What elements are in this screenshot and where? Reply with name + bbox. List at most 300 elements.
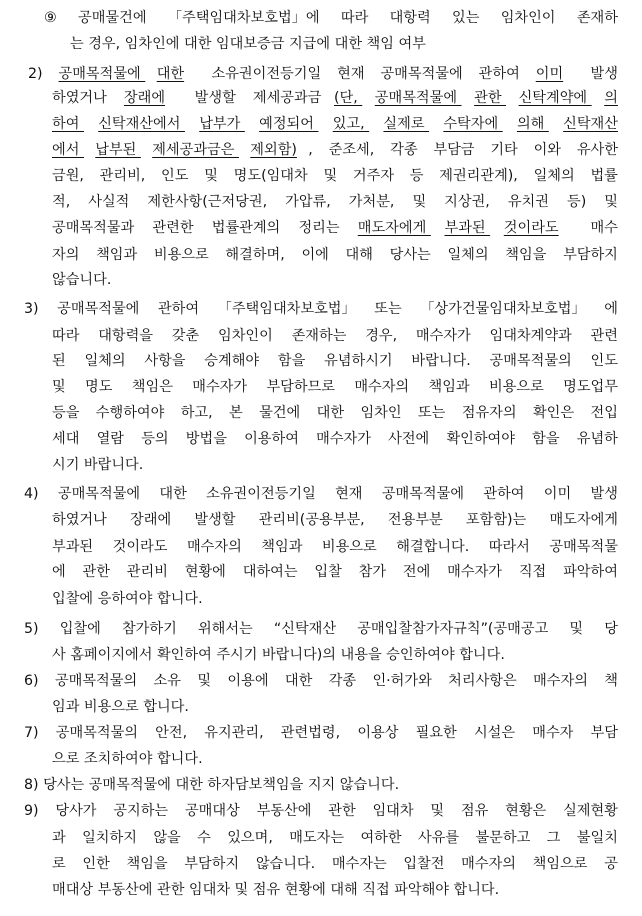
body-text: 인한 — [82, 856, 115, 872]
body-text: ⑨ — [44, 10, 62, 26]
body-text: 공매목적물에 — [380, 66, 468, 82]
text-line — [52, 535, 618, 559]
body-text: 임대차 — [188, 882, 235, 898]
body-text: 법률관계의 — [211, 220, 285, 236]
body-text: 관하여 — [483, 486, 529, 502]
body-text: 인도 — [161, 168, 193, 184]
body-text: 확인하여 — [156, 647, 217, 663]
body-text: 것이라도 — [112, 539, 172, 555]
body-text: 대한 — [316, 405, 349, 421]
body-text: 각종 — [390, 142, 423, 158]
text-line — [52, 427, 618, 451]
body-text: 및 — [234, 882, 253, 898]
text-line — [52, 453, 143, 477]
item3-line — [0, 349, 642, 373]
body-text: 대해 — [330, 882, 363, 898]
body-text: 불문하고 — [475, 830, 535, 846]
body-text: 부담하지 — [563, 247, 618, 263]
body-text: 공매목적물에 — [381, 486, 469, 502]
body-text: 비용으로 — [488, 379, 549, 395]
item2-line — [0, 86, 642, 110]
body-text: 「주택임대차보호법」 — [217, 301, 361, 317]
body-text: 함을 — [277, 353, 310, 369]
body-text: 각종 — [328, 673, 361, 689]
body-text: 세대 — [52, 431, 84, 447]
body-text: 5) — [24, 621, 44, 637]
body-text: 실제현황 — [563, 803, 618, 819]
body-text: 관리비(공용부분, — [258, 512, 370, 528]
body-text: 지지 — [307, 777, 340, 793]
body-text: 으로 — [52, 751, 84, 767]
text-line — [52, 375, 618, 399]
body-text: 해결합니다. — [396, 539, 474, 555]
body-text: 합니다. — [156, 751, 203, 767]
body-text: 명도(임대차 — [233, 168, 313, 184]
body-text: 참가하기 — [121, 621, 182, 637]
body-text: 매수자의 — [461, 856, 521, 872]
body-text: 있는 — [451, 10, 484, 26]
item7-line — [0, 721, 642, 745]
body-text: 또는 — [417, 405, 450, 421]
body-text: 하였거나 — [52, 512, 112, 528]
sub9-line — [0, 32, 642, 56]
underlined-text: 신탁재산에서 — [98, 116, 185, 132]
text-line — [52, 86, 618, 110]
body-text: 부동산에 — [256, 803, 316, 819]
body-text: 소유권이전등기일 — [211, 66, 326, 82]
text-line — [52, 324, 618, 348]
body-text: 점유자의 — [461, 405, 522, 421]
body-text: 공매목적물의 — [54, 673, 142, 689]
body-text: 비용으로 — [321, 539, 382, 555]
body-text: 유치권 — [507, 194, 554, 210]
body-text: 공 — [604, 856, 618, 872]
body-text: 않을 — [153, 830, 186, 846]
body-text: 바랍니다. — [411, 353, 476, 369]
body-text: 대한 — [159, 486, 192, 502]
body-text: 소유권이전등기일 — [206, 486, 321, 502]
body-text: 제권리관계), — [439, 168, 523, 184]
underlined-text: 것이라도 — [503, 220, 559, 236]
body-text: 비용으로 — [83, 699, 144, 715]
body-text: 매수자의 — [354, 379, 414, 395]
body-text: 매수자가 — [192, 379, 252, 395]
body-text: 대하여는 — [242, 564, 303, 580]
body-text: 따라 — [340, 10, 373, 26]
body-text: 대한 — [334, 36, 367, 52]
body-text: 유사한 — [576, 142, 618, 158]
body-text: 책 — [604, 673, 618, 689]
item2-line — [0, 216, 642, 240]
body-text: 책임을 — [126, 856, 173, 872]
underlined-text: 신탁계약에 — [518, 90, 592, 106]
item3-line — [0, 453, 642, 477]
body-text: 대한 — [284, 673, 317, 689]
body-text: 갖춘 — [171, 328, 204, 344]
underlined-text: 예정되어 — [259, 116, 319, 132]
body-text: 파악해야 — [394, 882, 454, 898]
body-text: 또는 — [374, 301, 407, 317]
body-text: 공매목적물과 — [52, 220, 139, 236]
body-text: 9) — [24, 803, 44, 819]
body-text: 하자담보책임을 — [207, 777, 308, 793]
item2-line — [0, 62, 642, 86]
item3-line — [0, 297, 642, 321]
underlined-text: 부과된 — [444, 220, 491, 236]
body-text: “신탁재산 — [273, 621, 341, 637]
item5-line — [0, 617, 642, 641]
text-line — [52, 268, 111, 292]
body-text: 직접 — [518, 564, 551, 580]
body-text: 로 — [52, 856, 71, 872]
underlined-text: 실제로 — [383, 116, 430, 132]
body-text: 하였거나 — [52, 90, 112, 106]
body-text: 점유 — [460, 803, 493, 819]
body-text: 인·허가와 — [372, 673, 437, 689]
body-text: 관리비, — [99, 168, 150, 184]
body-text: 등) — [566, 194, 591, 210]
body-text: 일체의 — [447, 247, 494, 263]
text-line — [28, 62, 618, 86]
body-text: 이와 — [533, 142, 566, 158]
body-text: 방법을 — [185, 431, 232, 447]
body-text: 공매목적물에 — [57, 486, 145, 502]
body-text: 자의 — [52, 247, 84, 263]
body-text: 합니다. — [453, 882, 500, 898]
body-text: 에 — [52, 564, 71, 580]
body-text: 소유 — [153, 673, 186, 689]
body-text: 매수자가 — [415, 328, 476, 344]
body-text: 임과 — [52, 699, 84, 715]
body-text: 매수자의 — [186, 539, 247, 555]
body-text: 필요한 — [415, 725, 462, 741]
body-text — [178, 86, 183, 110]
body-text: 사유를 — [417, 830, 464, 846]
item4-line — [0, 560, 642, 584]
text-line — [24, 297, 618, 321]
body-text: 8) — [24, 777, 44, 793]
body-text: 현재 — [335, 486, 368, 502]
underlined-text: 공매목적물에 — [58, 66, 146, 82]
body-text: 입찰에 — [59, 621, 106, 637]
body-text: 않습니다. — [52, 272, 112, 288]
body-text: 매수 — [590, 220, 618, 236]
body-text: 적, — [52, 194, 75, 210]
item4-line — [0, 508, 642, 532]
body-text: 및 — [430, 803, 449, 819]
body-text: 매수자가 — [316, 431, 376, 447]
underlined-text: 에서 — [52, 142, 84, 158]
body-text: 합니다. — [156, 591, 203, 607]
body-text: 시설은 — [473, 725, 520, 741]
item6-line — [0, 669, 642, 693]
item2-line — [0, 138, 642, 162]
body-text: 현황에 — [184, 564, 231, 580]
text-line — [24, 799, 618, 823]
text-line — [52, 695, 189, 719]
item2-line — [0, 268, 642, 292]
body-text: , — [308, 142, 318, 158]
item9-line — [0, 852, 642, 876]
body-text: 공매대상 — [184, 803, 245, 819]
body-text: 유지관리, — [204, 725, 269, 741]
item4-line — [0, 587, 642, 611]
body-text: 않습니다. — [255, 856, 320, 872]
body-text: 직접 — [362, 882, 395, 898]
body-text: 있으며, — [227, 830, 278, 846]
underlined-text: 매도자에게 — [357, 220, 431, 236]
body-text: 부과된 — [52, 539, 98, 555]
underlined-text: 하여 — [52, 116, 84, 132]
body-text: 및 — [197, 673, 216, 689]
underlined-text: 수탁자에 — [443, 116, 503, 132]
body-text: 6) — [24, 673, 44, 689]
body-text: 본 — [229, 405, 248, 421]
body-text: 등 — [409, 168, 429, 184]
body-text: 임차인이 — [217, 328, 278, 344]
body-text: 3) — [24, 301, 44, 317]
text-line — [24, 669, 618, 693]
body-text: 이용에 — [227, 673, 274, 689]
body-text: 매수자가 — [447, 564, 507, 580]
body-text: 및 — [204, 168, 223, 184]
body-text: 매대상 — [52, 882, 98, 898]
body-text: 매수자는 — [331, 856, 392, 872]
body-text: 이용상 — [357, 725, 403, 741]
text-line — [52, 190, 618, 214]
item3-line — [0, 375, 642, 399]
body-text: 발생할 — [194, 512, 240, 528]
body-text: 매수자의 — [533, 673, 593, 689]
body-text: 책임으로 — [532, 856, 593, 872]
body-text: 따라 — [52, 328, 84, 344]
text-line — [24, 773, 399, 797]
body-text: 비용으로 — [153, 247, 214, 263]
body-text: 이용하여 — [244, 431, 304, 447]
body-text: 시기 — [52, 457, 84, 473]
body-text — [572, 216, 577, 240]
body-text: 유념하 — [576, 431, 618, 447]
item2-line — [0, 243, 642, 267]
body-text: 응하여야 — [97, 591, 157, 607]
body-text: 임대차 — [372, 803, 419, 819]
body-text: 수행하여야 — [95, 405, 169, 421]
body-text: 하고, — [180, 405, 218, 421]
body-text: 및 — [604, 194, 618, 210]
body-text: 내용을 — [340, 647, 387, 663]
body-text: 지급에 — [288, 36, 335, 52]
body-text: 사 — [52, 647, 71, 663]
body-text: 현재 — [337, 66, 370, 82]
body-text: 매수자 — [532, 725, 578, 741]
text-line — [52, 243, 618, 267]
body-text: 부담금 — [433, 142, 479, 158]
body-text: 준조세, — [328, 142, 379, 158]
text-line — [70, 32, 426, 56]
body-text: 않습니다. — [339, 777, 400, 793]
body-text: 확인은 — [532, 405, 579, 421]
body-text: 인도 — [590, 353, 618, 369]
item3-line — [0, 324, 642, 348]
body-text: 사전에 — [388, 431, 434, 447]
body-text: 정리는 — [298, 220, 345, 236]
text-line — [52, 826, 618, 850]
body-text: 기타 — [490, 142, 523, 158]
body-text: 공매목적물에 — [88, 777, 176, 793]
body-text: 매도자에게 — [549, 512, 618, 528]
item6-line — [0, 695, 642, 719]
text-line — [52, 878, 499, 902]
body-text: 열람 — [96, 431, 129, 447]
body-text: 관한 — [328, 803, 361, 819]
body-text: 물건에 — [259, 405, 305, 421]
body-text: 및 — [52, 379, 71, 395]
text-line — [52, 349, 618, 373]
underlined-text: (단, — [333, 90, 363, 106]
body-text — [575, 62, 580, 86]
body-text: 대해 — [345, 247, 378, 263]
text-line — [52, 401, 618, 425]
body-text: 제한사항(근저당권, — [147, 194, 272, 210]
text-line — [24, 617, 618, 641]
body-text: 책임은 — [131, 379, 178, 395]
body-text: 장래에 — [130, 512, 176, 528]
body-text: 점유 — [252, 882, 285, 898]
text-line — [44, 6, 618, 30]
body-text: 가처분, — [348, 194, 399, 210]
body-text: 전에 — [402, 564, 435, 580]
body-text: 입찰전 — [403, 856, 449, 872]
body-text: 이에 — [301, 247, 334, 263]
body-text: 매도자는 — [289, 830, 349, 846]
text-line — [52, 587, 203, 611]
body-text — [196, 62, 201, 86]
text-line — [52, 747, 203, 771]
underlined-text: 의해 — [516, 116, 549, 132]
body-text: 임차인이 — [500, 10, 561, 26]
body-text: 관한 — [82, 564, 115, 580]
body-text: 공매목적물의 — [55, 725, 143, 741]
text-line — [24, 721, 618, 745]
item3-line — [0, 427, 642, 451]
sub9-line — [0, 6, 642, 30]
body-text: 처리사항은 — [448, 673, 522, 689]
text-line — [52, 112, 618, 136]
item4-line — [0, 482, 642, 506]
body-text: 현황은 — [505, 803, 551, 819]
body-text: 사항을 — [144, 353, 191, 369]
text-line — [52, 508, 618, 532]
body-text: 임대보증금 — [215, 36, 289, 52]
body-text: 이미 — [543, 486, 576, 502]
body-text: 일치하지 — [82, 830, 142, 846]
body-text: 일체의 — [533, 168, 580, 184]
body-text: 관리비 — [126, 564, 173, 580]
body-text: 책임 — [366, 36, 399, 52]
body-text: 및 — [412, 194, 431, 210]
body-text: 여하한 — [360, 830, 407, 846]
body-text: 7) — [24, 725, 44, 741]
body-text: 승인하여야 — [386, 647, 460, 663]
body-text: 발생 — [590, 486, 618, 502]
body-text: 발생 — [590, 66, 618, 82]
body-text: 참가 — [358, 564, 391, 580]
body-text: 등의 — [141, 431, 174, 447]
body-text: 는 — [70, 36, 89, 52]
body-text: 제세공과금 — [252, 90, 322, 106]
text-line — [52, 852, 618, 876]
body-text: 위해서는 — [197, 621, 258, 637]
body-text: 포함함)는 — [465, 512, 531, 528]
body-text: 관련 — [590, 328, 618, 344]
body-text: 공매입찰참가자규칙”(공매공고 — [357, 621, 553, 637]
text-line — [52, 560, 618, 584]
body-text: 당사가 — [55, 803, 102, 819]
body-text: 주시기 — [216, 647, 262, 663]
body-text: 사실적 — [88, 194, 134, 210]
body-text: 바랍니다. — [83, 457, 144, 473]
underlined-text: 제세공과금은 — [152, 142, 239, 158]
body-text: 경우, — [365, 328, 402, 344]
text-line — [52, 164, 618, 188]
body-text: 가압류, — [285, 194, 336, 210]
body-text: 당사는 — [389, 247, 436, 263]
body-text: 확인하여야 — [446, 431, 520, 447]
item8-line — [0, 773, 642, 797]
body-text: 임차인에 — [124, 36, 184, 52]
body-text: 함을 — [532, 431, 565, 447]
body-text: 당 — [604, 621, 618, 637]
underlined-text: 장래에 — [123, 90, 166, 106]
item2-line — [0, 112, 642, 136]
underlined-text: 공매목적물에 — [374, 90, 462, 106]
body-text: 공지하는 — [113, 803, 173, 819]
body-text: 안전, — [155, 725, 192, 741]
body-text: 입찰 — [314, 564, 347, 580]
text-line — [24, 482, 618, 506]
body-text: 입찰에 — [52, 591, 98, 607]
body-text: 바랍니다)의 — [261, 647, 341, 663]
item2-line — [0, 164, 642, 188]
body-text: 조치하여야 — [83, 751, 157, 767]
body-text: 공매목적물에 — [57, 301, 144, 317]
body-text: 존재하 — [576, 10, 618, 26]
underlined-text: 신탁재산 — [563, 116, 618, 132]
body-text: 관련법령, — [280, 725, 345, 741]
body-text: 대한 — [175, 777, 208, 793]
item9-line — [0, 878, 642, 902]
body-text: 과 — [52, 830, 71, 846]
body-text: 「상가건물임대차보호법」 — [420, 301, 591, 317]
body-text: 거주자 — [352, 168, 399, 184]
item5-line — [0, 643, 642, 667]
body-text: 및 — [323, 168, 342, 184]
item9-line — [0, 799, 642, 823]
underlined-text: 있고, — [332, 116, 370, 132]
body-text: 파악하여 — [563, 564, 618, 580]
underlined-text: 관한 — [474, 90, 507, 106]
body-text: 관하여 — [478, 66, 525, 82]
body-text: 경우, — [88, 36, 125, 52]
body-text: 지상권, — [444, 194, 495, 210]
body-text: 당사는 — [43, 777, 89, 793]
body-text: 책임과 — [96, 247, 142, 263]
body-text: 금원, — [52, 168, 89, 184]
item7-line — [0, 747, 642, 771]
body-text: 홈페이지에서 — [70, 647, 157, 663]
body-text: 전입 — [590, 405, 618, 421]
body-text: 전용부분 — [387, 512, 448, 528]
